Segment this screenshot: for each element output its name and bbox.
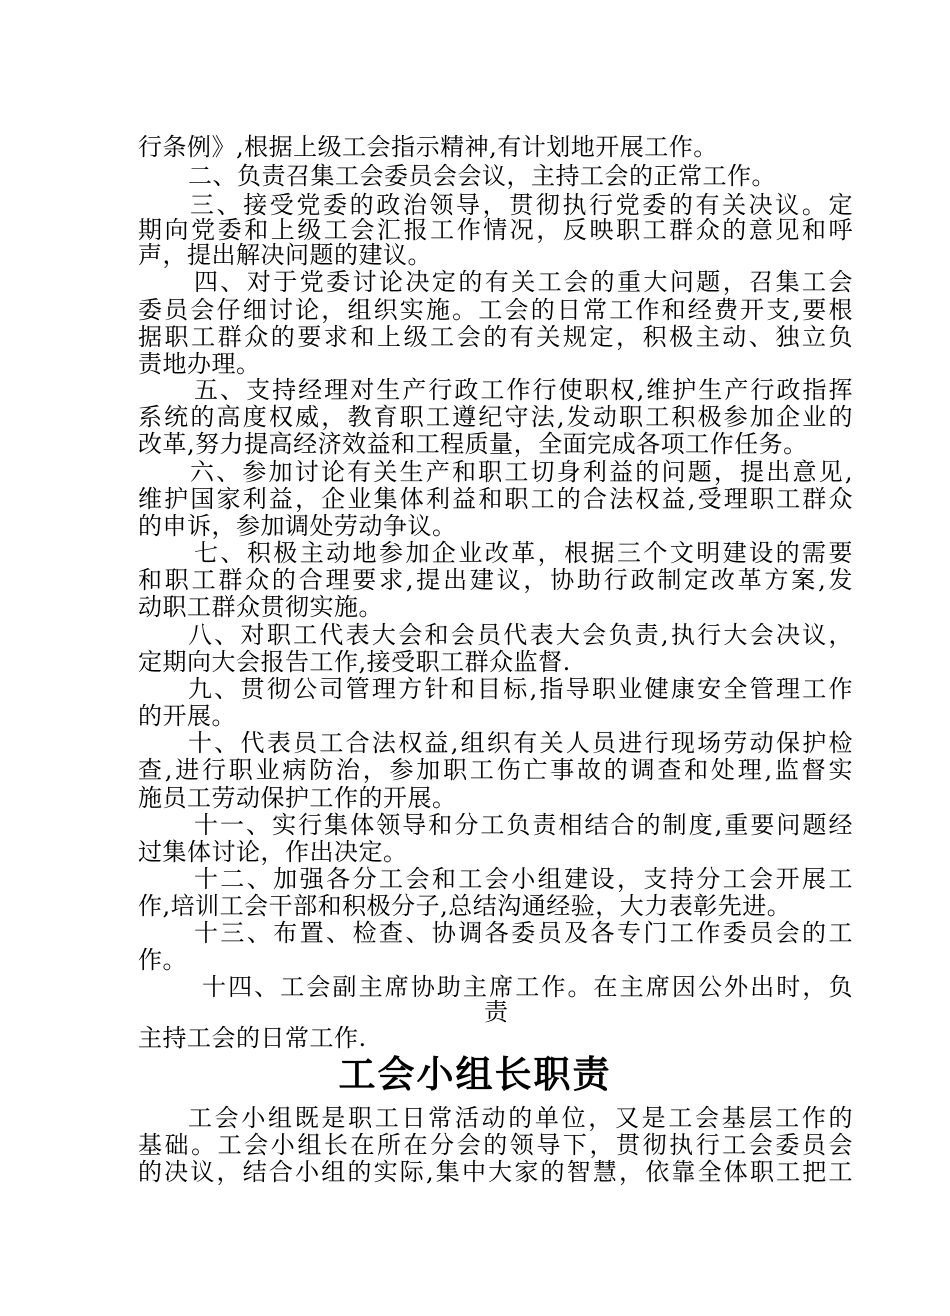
- text-line: 三、接受党委的政治领导，贯彻执行党委的有关决议。定: [190, 191, 853, 219]
- text-line: 工会小组既是职工日常活动的单位，又是工会基层工作的: [188, 1104, 853, 1132]
- text-line: 六、参加讨论有关生产和职工切身利益的问题，提出意见,: [190, 458, 853, 486]
- text-line: 四、对于党委讨论决定的有关工会的重大问题，召集工会: [194, 268, 853, 296]
- text-line: 九、贯彻公司管理方针和目标,指导职业健康安全管理工作: [188, 675, 853, 703]
- text-line: 七、积极主动地参加企业改革，根据三个文明建设的需要: [194, 539, 853, 567]
- text-line: 责地办理。: [138, 350, 261, 378]
- text-line: 动职工群众贯彻实施。: [138, 593, 383, 621]
- text-line: 定期向大会报告工作,接受职工群众监督.: [138, 648, 571, 676]
- text-line: 的开展。: [138, 702, 236, 730]
- text-line: 八、对职工代表大会和会员代表大会负责,执行大会决议，: [188, 621, 853, 649]
- text-line: 作。: [138, 946, 187, 974]
- text-line: 系统的高度权威，教育职工遵纪守法,发动职工积极参加企业的: [138, 403, 853, 431]
- text-line: 十四、工会副主席协助主席工作。在主席因公外出时，负: [202, 973, 853, 1001]
- text-line: 主持工会的日常工作.: [138, 1024, 367, 1052]
- text-line: 据职工群众的要求和上级工会的有关规定，积极主动、独立负: [138, 323, 853, 351]
- text-line: 声，提出解决问题的建议。: [138, 241, 432, 269]
- text-line: 作,培训工会干部和积极分子,总结沟通经验，大力表彰先进。: [138, 892, 792, 920]
- text-line: 委员会仔细讨论，组织实施。工会的日常工作和经费开支,要根: [138, 296, 853, 324]
- text-line: 查,进行职业病防治，参加职工伤亡事故的调查和处理,监督实: [138, 756, 853, 784]
- text-line: 十三、布置、检查、协调各委员及各专门工作委员会的工: [194, 919, 853, 947]
- text-line: 过集体讨论，作出决定。: [138, 838, 408, 866]
- text-line: 五、支持经理对生产行政工作行使职权,维护生产行政指挥: [194, 376, 853, 404]
- text-line: 十一、实行集体领导和分工负责相结合的制度,重要问题经: [194, 811, 853, 839]
- section-heading: 工会小组长职责: [338, 1052, 612, 1096]
- text-line: 维护国家利益，企业集体利益和职工的合法权益,受理职工群众: [138, 485, 853, 513]
- text-line: 行条例》,根据上级工会指示精神,有计划地开展工作。: [138, 133, 718, 161]
- text-line: 和职工群众的合理要求,提出建议，协助行政制定改革方案,发: [138, 566, 853, 594]
- text-line: 的决议，结合小组的实际,集中大家的智慧，依靠全体职工把工: [138, 1158, 853, 1186]
- text-line: 施员工劳动保护工作的开展。: [138, 784, 457, 812]
- text-line: 的申诉，参加调处劳动争议。: [138, 512, 457, 540]
- text-line: 十二、加强各分工会和工会小组建设，支持分工会开展工: [194, 865, 853, 893]
- text-line: 基础。工会小组长在所在分会的领导下，贯彻执行工会委员会: [138, 1131, 853, 1159]
- text-line: 改革,努力提高经济效益和工程质量，全面完成各项工作任务。: [138, 430, 808, 458]
- text-line: 期向党委和上级工会汇报工作情况，反映职工群众的意见和呼: [138, 216, 853, 244]
- text-line: 十、代表员工合法权益,组织有关人员进行现场劳动保护检: [188, 729, 853, 757]
- text-line: 二、负责召集工会委员会会议，主持工会的正常工作。: [188, 162, 776, 190]
- text-line: 责: [484, 998, 509, 1026]
